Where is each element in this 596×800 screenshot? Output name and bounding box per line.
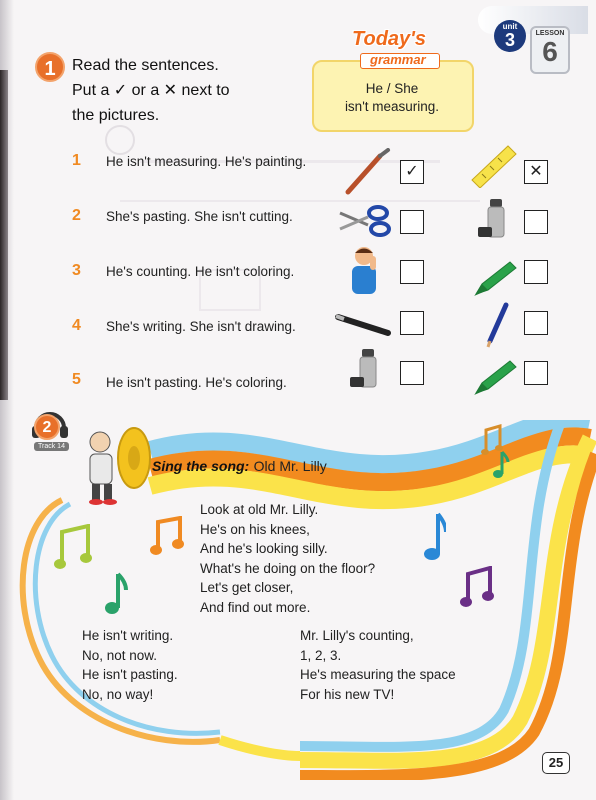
blue-pencil-icon (484, 301, 514, 349)
glue-stick-icon (348, 345, 388, 393)
mr-lilly-cymbals-illustration (74, 418, 164, 508)
answer-checkbox[interactable] (524, 311, 548, 335)
row-number: 4 (72, 317, 81, 334)
green-crayon-icon (472, 357, 518, 397)
activity-1-instructions (72, 53, 302, 128)
lyric-line: He isn't writing. (82, 628, 174, 643)
lyric-line: Mr. Lilly's counting, (300, 628, 414, 643)
row-sentence: He isn't pasting. He's coloring. (106, 375, 287, 390)
answer-checkbox[interactable] (524, 361, 548, 385)
answer-checkbox[interactable] (400, 361, 424, 385)
answer-checkbox[interactable]: ✕ (524, 160, 548, 184)
lyric-line: He's on his knees, (200, 521, 310, 537)
activity-2-number: 2 (42, 419, 52, 436)
lyric-line: What's he doing on the floor? (200, 560, 376, 576)
exercise-row (0, 203, 596, 243)
lyric-line: No, not now. (82, 647, 158, 663)
grammar-line-1: He / She (365, 81, 419, 96)
instruction-line: the pictures. (72, 107, 160, 124)
row-number: 2 (72, 207, 81, 224)
track-label: Track 14 (34, 442, 69, 451)
activity-1-number: 1 (44, 58, 56, 80)
music-note-icon (150, 516, 186, 560)
music-note-icon (460, 566, 496, 612)
row-sentence: He isn't measuring. He's painting. (106, 154, 307, 169)
lyric-line: No, no way! (82, 686, 154, 702)
song-verse-3 (300, 626, 500, 704)
row-number: 1 (72, 152, 81, 169)
music-note-icon (490, 448, 514, 482)
song-label: Sing the song: (152, 458, 250, 474)
grammar-content (318, 80, 466, 116)
lyric-line: And find out more. (200, 599, 311, 615)
row-sentence: She's pasting. She isn't cutting. (106, 209, 293, 224)
lyric-line: He isn't pasting. (82, 667, 178, 682)
lyric-line: He's measuring the space (300, 667, 456, 682)
lyric-line: Let's get closer, (200, 580, 294, 595)
lesson-number: 6 (542, 36, 558, 67)
instruction-line: Read the sentences. (72, 57, 219, 74)
unit-number: 3 (504, 30, 515, 50)
lyric-line: For his new TV! (300, 686, 395, 702)
lyric-line: 1, 2, 3. (300, 647, 342, 663)
activity-2-number-badge (34, 414, 60, 440)
music-note-icon (98, 570, 128, 618)
todays-grammar-title: Today's (352, 28, 427, 50)
ruler-icon (468, 144, 518, 188)
row-number: 3 (72, 262, 81, 279)
lesson-label: LESSON (535, 30, 565, 37)
pen-icon (332, 311, 394, 341)
answer-checkbox[interactable] (400, 311, 424, 335)
song-title-bar (152, 458, 327, 476)
lyric-line: And he's looking silly. (200, 541, 328, 556)
song-verse-1 (200, 500, 420, 617)
answer-checkbox[interactable] (400, 260, 424, 284)
glue-stick-icon (476, 197, 516, 245)
unit-badge (494, 20, 526, 52)
activity-1-number-badge (35, 52, 65, 82)
music-note-icon (416, 510, 446, 566)
exercise-row (0, 313, 596, 353)
paintbrush-icon (342, 148, 392, 196)
exercise-row (0, 148, 596, 188)
lesson-badge (530, 26, 570, 74)
row-sentence: He's counting. He isn't coloring. (106, 264, 295, 279)
grammar-line-2: isn't measuring. (344, 99, 440, 114)
exercise-row (0, 369, 596, 409)
scissors-icon (338, 203, 394, 239)
boy-counting-icon (346, 244, 386, 300)
instruction-line: Put a ✓ or a ✕ next to (72, 82, 230, 99)
page-number: 25 (542, 752, 570, 774)
answer-checkbox[interactable]: ✓ (400, 160, 424, 184)
lyric-line: Look at old Mr. Lilly. (200, 502, 319, 517)
song-name: Old Mr. Lilly (253, 458, 327, 474)
grammar-subtitle: grammar (370, 52, 426, 67)
unit-label: unit (502, 22, 518, 31)
song-verse-2 (82, 626, 262, 704)
music-note-icon (54, 524, 94, 574)
row-sentence: She's writing. She isn't drawing. (106, 319, 296, 334)
green-crayon-icon (472, 258, 518, 298)
answer-checkbox[interactable] (400, 210, 424, 234)
row-number: 5 (72, 371, 81, 388)
answer-checkbox[interactable] (524, 260, 548, 284)
answer-checkbox[interactable] (524, 210, 548, 234)
